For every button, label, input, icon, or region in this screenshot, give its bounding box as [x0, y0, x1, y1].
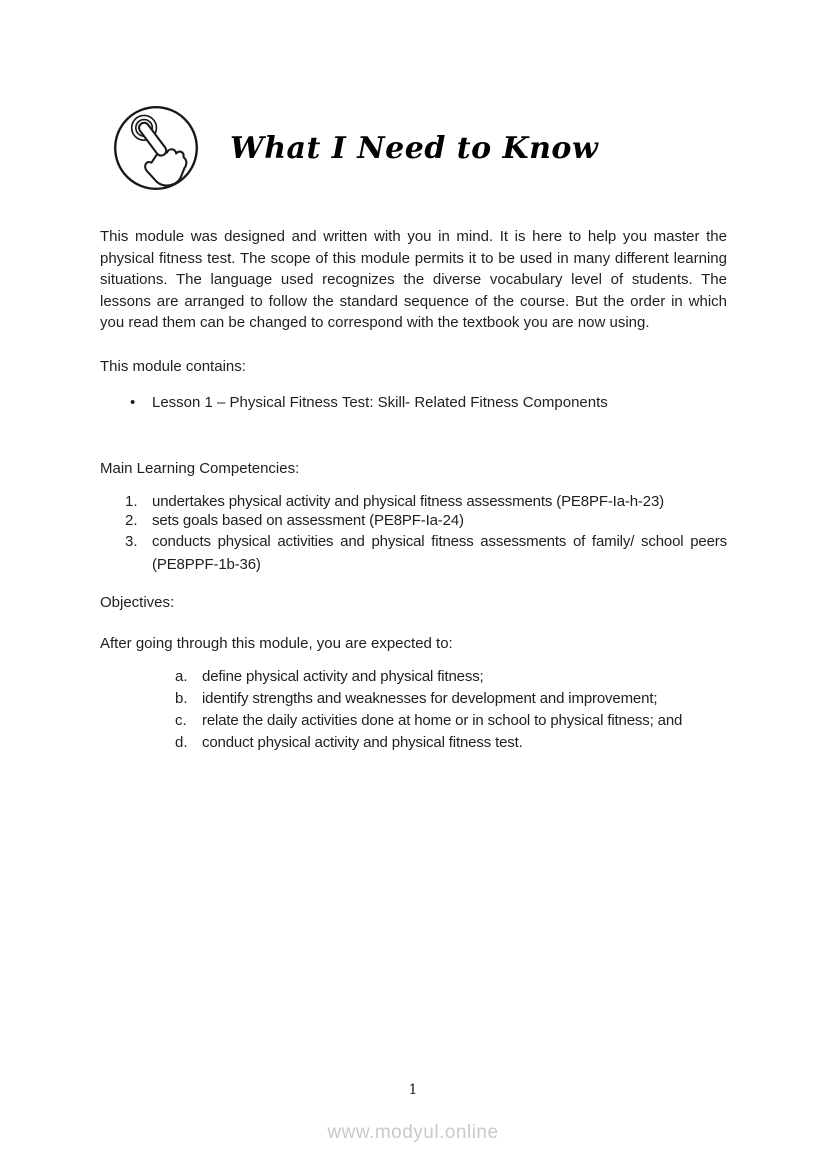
objective-text: conduct physical activity and physical fitness test. [202, 734, 523, 751]
list-letter: d. [175, 734, 188, 751]
list-item [100, 688, 727, 710]
list-letter: a. [175, 668, 188, 685]
objectives-list [100, 666, 727, 754]
list-number: 1. [125, 493, 138, 510]
contains-label: This module contains: [100, 357, 246, 375]
list-number: 2. [125, 512, 138, 529]
watermark: www.modyul.online [327, 1122, 499, 1143]
list-item [100, 710, 727, 732]
list-item [100, 492, 727, 511]
list-item [100, 732, 727, 754]
competency-text: sets goals based on assessment (PE8PF-Ia-24) [152, 512, 464, 529]
list-item [100, 666, 727, 688]
objective-text: define physical activity and physical fitness; [202, 668, 484, 685]
list-item [100, 530, 727, 576]
competency-text: conducts physical activities and physical fitness assessments of family/ school peers (PE8PPF-1b-36) [152, 533, 727, 573]
page-number: 1 [408, 1082, 418, 1098]
competencies-label: Main Learning Competencies: [100, 459, 300, 477]
lesson-item-text: Lesson 1 – Physical Fitness Test: Skill- Related Fitness Components [152, 394, 608, 411]
list-letter: b. [175, 690, 188, 707]
competency-text: undertakes physical activity and physical fitness assessments (PE8PF-Ia-h-23) [152, 493, 665, 510]
objectives-label: Objectives: [100, 594, 175, 611]
list-item [100, 392, 727, 414]
objectives-intro: After going through this module, you are expected to: [100, 634, 453, 652]
intro-paragraph: This module was designed and written with you in mind. It is here to help you master the physical fitness test. The scope of this module permits it to be used in many different learning situations. The language used recognizes the diverse vocabulary level of students. The lessons are arranged to follow the standard sequence of the course. But the order in which you read them can be changed to correspond with the textbook you are now using. [100, 228, 727, 331]
section-header [112, 104, 598, 192]
competencies-list [100, 492, 727, 576]
list-letter: c. [175, 712, 187, 729]
objective-text: identify strengths and weaknesses for development and improvement; [202, 690, 658, 707]
list-number: 3. [125, 533, 138, 550]
tap-gesture-icon [112, 104, 200, 192]
section-title: What I Need to Know [230, 130, 599, 166]
list-item [100, 511, 727, 530]
page-content [100, 226, 727, 754]
bullet-icon: • [130, 394, 136, 411]
objective-text: relate the daily activities done at home or in school to physical fitness; and [202, 712, 683, 729]
